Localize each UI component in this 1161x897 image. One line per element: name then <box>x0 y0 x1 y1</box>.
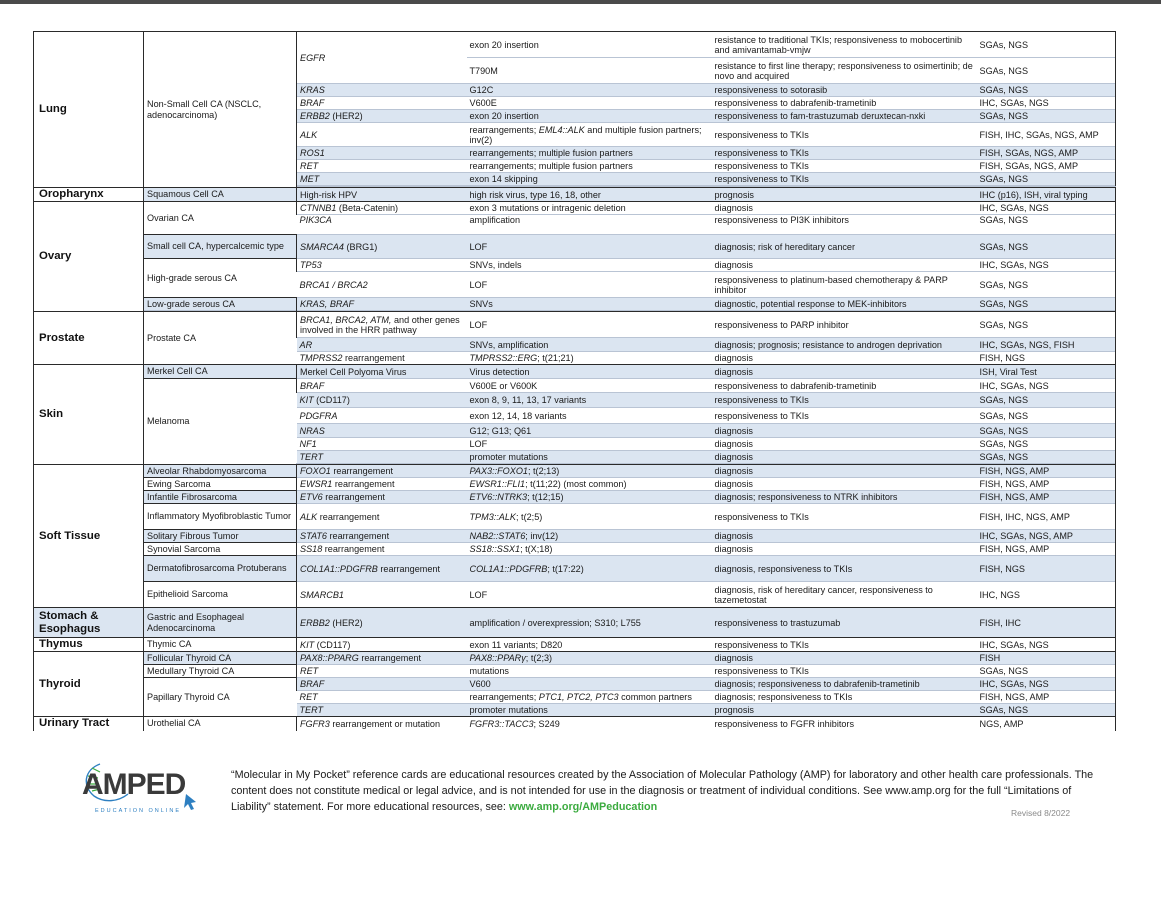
gene-name: FGFR3 <box>300 718 330 729</box>
organ-thyroid: Thyroid <box>34 652 144 717</box>
fusion-name: EML4::ALK <box>538 124 585 135</box>
gene-cell <box>297 543 467 556</box>
test-cell: SGAs, NGS <box>977 312 1116 338</box>
significance-cell: responsiveness to PI3K inhibitors <box>712 215 977 235</box>
tumor-follicular: Follicular Thyroid CA <box>144 652 297 665</box>
gene-name: KIT <box>300 639 315 650</box>
alteration-cell <box>467 491 712 504</box>
gene-note: (HER2) <box>329 111 363 121</box>
organ-soft-tissue: Soft Tissue <box>34 465 144 608</box>
test-cell: SGAs, NGS <box>977 424 1116 438</box>
test-cell: IHC, SGAs, NGS <box>977 202 1116 215</box>
amped-logo-graphic <box>78 756 203 818</box>
alteration-text: and multiple fusion partners; inv(2) <box>469 124 702 145</box>
alteration-cell <box>467 543 712 556</box>
gene-cell: TP53 <box>297 259 467 272</box>
gene-cell <box>297 556 467 582</box>
tumor-infantile: Infantile Fibrosarcoma <box>144 491 297 504</box>
test-cell: SGAs, NGS <box>977 665 1116 678</box>
significance-cell: responsiveness to TKIs <box>712 638 977 652</box>
gene-cell <box>297 202 467 215</box>
gene-cell <box>297 352 467 365</box>
test-cell: SGAs, NGS <box>977 84 1116 97</box>
test-cell: FISH, NGS, AMP <box>977 543 1116 556</box>
organ-stomach: Stomach & Esophagus <box>34 608 144 638</box>
gene-note: (HER2) <box>329 617 363 628</box>
significance-cell: diagnosis <box>712 202 977 215</box>
significance-cell: diagnosis; responsiveness to TKIs <box>712 691 977 704</box>
alteration-cell: G12; G13; Q61 <box>467 424 712 438</box>
gene-cell: PIK3CA <box>297 215 467 235</box>
test-cell: FISH, NGS, AMP <box>977 465 1116 478</box>
tumor-merkel: Merkel Cell CA <box>144 365 297 379</box>
alteration-cell: LOF <box>467 582 712 608</box>
disclaimer-text: “Molecular in My Pocket” reference cards are educational resources created by the Association of Molecular Pathology (AMP) for laboratory and other health care professionals. The content does not constitute medical or legal advice, and is not intended for use in the diagnosis or treatment of individual conditions. See www.amp.org for the full “Limitations of Liability” statement. For more educational resources, see: <box>231 769 1094 813</box>
test-cell: SGAs, NGS <box>977 393 1116 408</box>
significance-cell: diagnosis <box>712 352 977 365</box>
gene-cell: SMARCB1 <box>297 582 467 608</box>
significance-cell: diagnosis <box>712 652 977 665</box>
alteration-cell: exon 20 insertion <box>467 110 712 123</box>
significance-cell: prognosis <box>712 704 977 717</box>
significance-cell: responsiveness to fam-trastuzumab deruxtecan-nxki <box>712 110 977 123</box>
gene-note: rearrangement <box>377 563 441 574</box>
alteration-cell <box>467 504 712 530</box>
test-cell: SGAs, NGS <box>977 110 1116 123</box>
gene-note: rearrangement <box>322 544 385 554</box>
alteration-cell: exon 20 insertion <box>467 32 712 58</box>
alteration-cell: V600E <box>467 97 712 110</box>
test-cell: SGAs, NGS <box>977 32 1116 58</box>
test-cell: FISH <box>977 652 1116 665</box>
organ-oropharynx: Oropharynx <box>34 188 144 202</box>
test-cell: IHC, SGAs, NGS, AMP <box>977 530 1116 543</box>
gene-cell: RET <box>297 691 467 704</box>
alteration-text: ; t(2;3) <box>525 653 553 663</box>
gene-cell <box>297 504 467 530</box>
tumor-small-cell: Small cell CA, hypercalcemic type <box>144 235 297 259</box>
reference-table <box>33 31 1115 731</box>
significance-cell: responsiveness to dabrafenib-trametinib <box>712 379 977 393</box>
significance-cell: diagnosis <box>712 543 977 556</box>
gene-cell: Merkel Cell Polyoma Virus <box>297 365 467 379</box>
alteration-text: ; t(17:22) <box>547 563 584 574</box>
fusion-name: TMPRSS2::ERG <box>469 353 538 363</box>
test-cell: IHC, SGAs, NGS <box>977 379 1116 393</box>
gene-cell: BRCA1 / BRCA2 <box>297 272 467 298</box>
gene-note: rearrangement or mutation <box>329 718 441 729</box>
gene-name: BRCA1, BRCA2, ATM, <box>300 314 392 325</box>
alteration-cell: LOF <box>467 272 712 298</box>
significance-cell: diagnostic, potential response to MEK-inhibitors <box>712 298 977 311</box>
fusion-name: PAX8::PPARγ <box>469 653 526 663</box>
tumor-ewing: Ewing Sarcoma <box>144 478 297 491</box>
significance-cell: diagnosis, responsiveness to TKIs <box>712 556 977 582</box>
alteration-cell: exon 11 variants; D820 <box>467 638 712 652</box>
significance-cell: diagnosis; responsiveness to NTRK inhibitors <box>712 491 977 504</box>
alteration-cell <box>467 717 712 731</box>
gene-cell <box>297 717 467 731</box>
gene-name: STAT6 <box>300 531 327 541</box>
alteration-cell <box>467 478 712 491</box>
gene-cell: EGFR <box>297 32 467 84</box>
gene-note: (BRG1) <box>343 241 378 252</box>
gene-name: PAX8::PPARG <box>300 653 359 663</box>
gene-cell: High-risk HPV <box>297 188 467 202</box>
test-cell: SGAs, NGS <box>977 451 1116 464</box>
alteration-text: ; t(2;13) <box>527 466 560 476</box>
alteration-text: ; t(2;5) <box>516 511 543 522</box>
gene-cell <box>297 638 467 652</box>
fusion-name: FGFR3::TACC3 <box>469 718 534 729</box>
test-cell: FISH, SGAs, NGS, AMP <box>977 160 1116 173</box>
gene-cell <box>297 235 467 259</box>
alteration-cell: Virus detection <box>467 365 712 379</box>
alteration-cell: amplification / overexpression; S310; L755 <box>467 608 712 638</box>
test-cell: SGAs, NGS <box>977 235 1116 259</box>
test-cell: FISH, IHC, SGAs, NGS, AMP <box>977 123 1116 147</box>
tumor-imt: Inflammatory Myofibroblastic Tumor <box>144 504 297 530</box>
alteration-cell <box>467 123 712 147</box>
organ-skin: Skin <box>34 365 144 465</box>
alteration-text: ; t(12;15) <box>527 492 564 502</box>
test-cell: SGAs, NGS <box>977 173 1116 186</box>
significance-cell: diagnosis, risk of hereditary cancer, responsiveness to tazemetostat <box>712 582 977 608</box>
alteration-cell: rearrangements; multiple fusion partners <box>467 147 712 160</box>
alteration-text: ; inv(12) <box>525 531 559 541</box>
alteration-text: ; t(11;22) (most common) <box>525 479 627 489</box>
gene-cell: NF1 <box>297 438 467 451</box>
fusion-name: TPM3::ALK <box>469 511 516 522</box>
gene-name: TMPRSS2 <box>299 353 343 363</box>
alteration-cell: SNVs <box>467 298 712 311</box>
test-cell: FISH, IHC, NGS, AMP <box>977 504 1116 530</box>
alteration-cell: LOF <box>467 312 712 338</box>
test-cell: FISH, NGS, AMP <box>977 478 1116 491</box>
organ-thymus: Thymus <box>34 638 144 652</box>
gene-note: rearrangement <box>332 479 395 489</box>
alteration-cell <box>467 530 712 543</box>
gene-name: CTNNB1 <box>300 203 337 213</box>
gene-cell <box>297 608 467 638</box>
tumor-sft: Solitary Fibrous Tumor <box>144 530 297 543</box>
fusion-name: ETV6::NTRK3 <box>469 492 528 502</box>
gene-name: COL1A1::PDGFRB <box>300 563 378 574</box>
logo-subtext: EDUCATION ONLINE <box>95 808 181 814</box>
gene-cell <box>297 491 467 504</box>
significance-cell: responsiveness to sotorasib <box>712 84 977 97</box>
significance-cell: responsiveness to TKIs <box>712 123 977 147</box>
tumor-urothelial: Urothelial CA <box>144 717 297 731</box>
gene-cell: TERT <box>297 704 467 717</box>
alteration-cell: SNVs, amplification <box>467 338 712 352</box>
gene-cell <box>297 393 467 408</box>
tumor-oro-scc: Squamous Cell CA <box>144 188 297 202</box>
gene-note: (CD117) <box>313 395 350 405</box>
significance-cell: responsiveness to platinum-based chemotherapy & PARP inhibitor <box>712 272 977 298</box>
alteration-cell: V600 <box>467 678 712 691</box>
tumor-thymic: Thymic CA <box>144 638 297 652</box>
gene-cell <box>297 478 467 491</box>
significance-cell: diagnosis <box>712 259 977 272</box>
test-cell: SGAs, NGS <box>977 438 1116 451</box>
gene-cell: TERT <box>297 451 467 464</box>
organ-lung: Lung <box>34 32 144 188</box>
test-cell: SGAs, NGS <box>977 298 1116 311</box>
alteration-text: rearrangements; <box>469 124 539 135</box>
gene-cell: KRAS <box>297 84 467 97</box>
fusion-name: PTC1, PTC2, PTC3 <box>538 692 619 702</box>
tumor-papillary: Papillary Thyroid CA <box>144 678 297 717</box>
alteration-cell <box>467 691 712 704</box>
significance-cell: responsiveness to TKIs <box>712 504 977 530</box>
test-cell: FISH, NGS <box>977 556 1116 582</box>
alteration-text: common partners <box>618 692 692 702</box>
gene-cell <box>297 530 467 543</box>
fusion-name: COL1A1::PDGFRB <box>469 563 548 574</box>
alteration-cell: promoter mutations <box>467 704 712 717</box>
alteration-cell: exon 12, 14, 18 variants <box>467 408 712 424</box>
test-cell: FISH, NGS <box>977 352 1116 365</box>
alteration-cell <box>467 652 712 665</box>
cursor-icon <box>184 794 196 810</box>
gene-note: rearrangement <box>342 353 405 363</box>
gene-cell <box>297 110 467 123</box>
test-cell: FISH, IHC <box>977 608 1116 638</box>
gene-cell: ROS1 <box>297 147 467 160</box>
alteration-cell: exon 14 skipping <box>467 173 712 186</box>
significance-cell: prognosis <box>712 188 977 202</box>
alteration-cell: SNVs, indels <box>467 259 712 272</box>
alteration-cell: rearrangements; multiple fusion partners <box>467 160 712 173</box>
gene-note: (Beta-Catenin) <box>336 203 399 213</box>
test-cell: SGAs, NGS <box>977 272 1116 298</box>
tumor-ovarian-ca: Ovarian CA <box>144 202 297 235</box>
test-cell: SGAs, NGS <box>977 58 1116 84</box>
test-cell: SGAs, NGS <box>977 215 1116 235</box>
gene-cell: AR <box>297 338 467 352</box>
significance-cell: diagnosis <box>712 478 977 491</box>
gene-note: rearrangement <box>326 531 390 541</box>
gene-note: rearrangement <box>322 492 385 502</box>
significance-cell: responsiveness to TKIs <box>712 173 977 186</box>
significance-cell: resistance to first line therapy; responsiveness to osimertinib; de novo and acquired <box>712 58 977 84</box>
tumor-melanoma: Melanoma <box>144 379 297 465</box>
test-cell: ISH, Viral Test <box>977 365 1116 379</box>
gene-cell: BRAF <box>297 379 467 393</box>
top-bar <box>0 0 1161 4</box>
gene-cell: MET <box>297 173 467 186</box>
significance-cell: diagnosis <box>712 424 977 438</box>
gene-note: (CD117) <box>314 639 351 650</box>
significance-cell: diagnosis <box>712 438 977 451</box>
gene-cell: RET <box>297 160 467 173</box>
significance-cell: diagnosis; prognosis; resistance to androgen deprivation <box>712 338 977 352</box>
gene-name: KIT <box>299 395 314 405</box>
significance-cell: diagnosis; responsiveness to dabrafenib-trametinib <box>712 678 977 691</box>
gene-cell <box>297 465 467 478</box>
tumor-hgsc: High-grade serous CA <box>144 259 297 298</box>
significance-cell: resistance to traditional TKIs; responsiveness to mobocertinib and amivantamab-vmjw <box>712 32 977 58</box>
test-cell: SGAs, NGS <box>977 704 1116 717</box>
tumor-synovial: Synovial Sarcoma <box>144 543 297 556</box>
gene-name: ERBB2 <box>300 111 330 121</box>
gene-name: FOXO1 <box>300 466 331 476</box>
significance-cell: responsiveness to PARP inhibitor <box>712 312 977 338</box>
alteration-cell: amplification <box>467 215 712 235</box>
amp-education-link[interactable]: www.amp.org/AMPeducation <box>508 801 658 813</box>
alteration-cell: T790M <box>467 58 712 84</box>
test-cell: SGAs, NGS <box>977 408 1116 424</box>
gene-name: SMARCA4 <box>300 241 344 252</box>
tumor-prostate-ca: Prostate CA <box>144 312 297 365</box>
significance-cell: diagnosis <box>712 451 977 464</box>
test-cell: IHC, SGAs, NGS <box>977 638 1116 652</box>
organ-ovary: Ovary <box>34 202 144 312</box>
tumor-gastric: Gastric and Esophageal Adenocarcinoma <box>144 608 297 638</box>
alteration-cell <box>467 465 712 478</box>
test-cell: NGS, AMP <box>977 717 1116 731</box>
significance-cell: diagnosis <box>712 530 977 543</box>
tumor-epithelioid: Epithelioid Sarcoma <box>144 582 297 608</box>
fusion-name: NAB2::STAT6 <box>469 531 526 541</box>
gene-cell <box>297 652 467 665</box>
gene-cell: NRAS <box>297 424 467 438</box>
footer-disclaimer <box>231 767 1111 815</box>
gene-cell: BRAF <box>297 97 467 110</box>
gene-note: and other genes involved in the HRR pathway <box>300 314 460 335</box>
alteration-cell <box>467 556 712 582</box>
gene-cell: RET <box>297 665 467 678</box>
significance-cell: diagnosis; risk of hereditary cancer <box>712 235 977 259</box>
test-cell: IHC (p16), ISH, viral typing <box>977 188 1116 202</box>
tumor-arms: Alveolar Rhabdomyosarcoma <box>144 465 297 478</box>
test-cell: FISH, SGAs, NGS, AMP <box>977 147 1116 160</box>
tumor-lgsc: Low-grade serous CA <box>144 298 297 311</box>
tumor-nsclc: Non-Small Cell CA (NSCLC, adenocarcinoma) <box>144 32 297 188</box>
tumor-medullary: Medullary Thyroid CA <box>144 665 297 678</box>
significance-cell: responsiveness to dabrafenib-trametinib <box>712 97 977 110</box>
fusion-name: PAX3::FOXO1 <box>469 466 528 476</box>
organ-prostate: Prostate <box>34 312 144 365</box>
significance-cell: diagnosis <box>712 465 977 478</box>
significance-cell: responsiveness to TKIs <box>712 147 977 160</box>
gene-name: SS18 <box>300 544 323 554</box>
alteration-cell: promoter mutations <box>467 451 712 464</box>
test-cell: IHC, SGAs, NGS, FISH <box>977 338 1116 352</box>
gene-cell: KRAS, BRAF <box>297 298 467 311</box>
alteration-text: ; t(X;18) <box>520 544 553 554</box>
alteration-cell: LOF <box>467 438 712 451</box>
fusion-name: EWSR1::FLI1 <box>469 479 526 489</box>
alteration-text: rearrangements; <box>469 692 539 702</box>
test-cell: IHC, SGAs, NGS <box>977 259 1116 272</box>
alteration-text: ; t(21;21) <box>537 353 574 363</box>
alteration-cell: G12C <box>467 84 712 97</box>
significance-cell: responsiveness to TKIs <box>712 160 977 173</box>
gene-name: ERBB2 <box>300 617 330 628</box>
test-cell: FISH, NGS, AMP <box>977 491 1116 504</box>
significance-cell: responsiveness to TKIs <box>712 408 977 424</box>
gene-cell: ALK <box>297 123 467 147</box>
alteration-cell: mutations <box>467 665 712 678</box>
test-cell: IHC, NGS <box>977 582 1116 608</box>
gene-cell <box>297 312 467 338</box>
alteration-cell: exon 8, 9, 11, 13, 17 variants <box>467 393 712 408</box>
test-cell: IHC, SGAs, NGS <box>977 678 1116 691</box>
alteration-cell: high risk virus, type 16, 18, other <box>467 188 712 202</box>
test-cell: IHC, SGAs, NGS <box>977 97 1116 110</box>
test-cell: FISH, NGS, AMP <box>977 691 1116 704</box>
gene-name: ALK <box>300 511 318 522</box>
gene-note: rearrangement <box>330 466 394 476</box>
amped-logo <box>78 756 203 818</box>
gene-name: ETV6 <box>300 492 323 502</box>
significance-cell: diagnosis <box>712 365 977 379</box>
logo-text: AMPED <box>82 768 186 801</box>
gene-note: rearrangement <box>317 511 380 522</box>
significance-cell: responsiveness to FGFR inhibitors <box>712 717 977 731</box>
gene-name: EWSR1 <box>300 479 333 489</box>
significance-cell: responsiveness to TKIs <box>712 393 977 408</box>
gene-cell: BRAF <box>297 678 467 691</box>
gene-cell: PDGFRA <box>297 408 467 424</box>
tumor-dfsp: Dermatofibrosarcoma Protuberans <box>144 556 297 582</box>
revised-date: Revised 8/2022 <box>1011 808 1071 818</box>
gene-note: rearrangement <box>358 653 421 663</box>
alteration-cell: LOF <box>467 235 712 259</box>
alteration-cell <box>467 352 712 365</box>
alteration-text: ; S249 <box>533 718 560 729</box>
significance-cell: responsiveness to trastuzumab <box>712 608 977 638</box>
organ-urinary: Urinary Tract <box>34 717 144 731</box>
fusion-name: SS18::SSX1 <box>469 544 521 554</box>
alteration-cell: exon 3 mutations or intragenic deletion <box>467 202 712 215</box>
significance-cell: responsiveness to TKIs <box>712 665 977 678</box>
alteration-cell: V600E or V600K <box>467 379 712 393</box>
